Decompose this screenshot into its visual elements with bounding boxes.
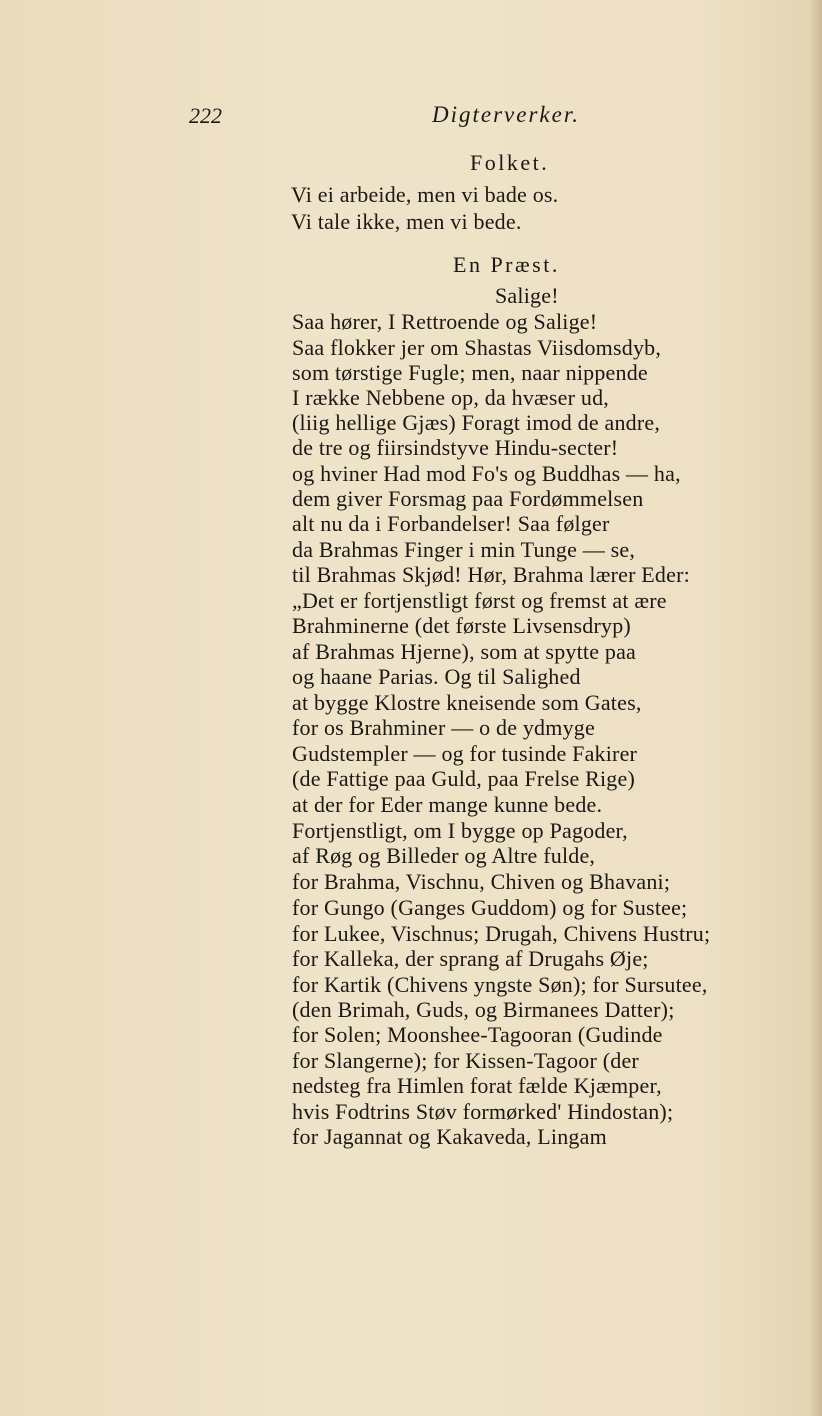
- verse-line: af Røg og Billeder og Altre fulde,: [292, 843, 596, 868]
- verse-line: til Brahmas Skjød! Hør, Brahma lærer Eder:: [292, 562, 690, 587]
- verse-line: (liig hellige Gjæs) Foragt imod de andre,: [292, 410, 661, 435]
- verse-line: de tre og fiirsindstyve Hindu-secter!: [292, 435, 619, 460]
- speaker-label-praest: En Præst.: [453, 252, 560, 277]
- verse-line: for Lukee, Vischnus; Drugah, Chivens Hustru;: [292, 921, 711, 946]
- verse-line: for Kartik (Chivens yngste Søn); for Sursutee,: [292, 972, 708, 997]
- verse-line: I række Nebbene op, da hvæser ud,: [292, 385, 609, 410]
- page-gutter-shadow: [808, 0, 822, 1416]
- verse-line-indented: Salige!: [495, 283, 559, 308]
- verse-line: af Brahmas Hjerne), som at spytte paa: [292, 639, 637, 664]
- page-number: 222: [189, 103, 222, 128]
- verse-line: alt nu da i Forbandelser! Saa følger: [292, 511, 610, 536]
- verse-line: nedsteg fra Himlen forat fælde Kjæmper,: [292, 1073, 662, 1098]
- verse-line: Saa flokker jer om Shastas Viisdomsdyb,: [292, 335, 662, 360]
- speaker-label-folket: Folket.: [470, 150, 550, 175]
- verse-line: Brahminerne (det første Livsensdryp): [292, 613, 631, 638]
- verse-line: for Brahma, Vischnu, Chiven og Bhavani;: [292, 869, 671, 894]
- verse-line: hvis Fodtrins Støv formørked' Hindostan);: [292, 1099, 674, 1124]
- verse-line: at bygge Klostre kneisende som Gates,: [292, 690, 642, 715]
- verse-line: og haane Parias. Og til Salighed: [292, 664, 581, 689]
- verse-line: som tørstige Fugle; men, naar nippende: [292, 360, 648, 385]
- running-title: Digterverker.: [432, 102, 580, 127]
- verse-line: da Brahmas Finger i min Tunge — se,: [292, 537, 636, 562]
- verse-line: for os Brahminer — o de ydmyge: [292, 715, 595, 740]
- verse-line: (den Brimah, Guds, og Birmanees Datter);: [292, 997, 675, 1022]
- verse-line: Gudstempler — og for tusinde Fakirer: [292, 741, 638, 766]
- verse-line: for Kalleka, der sprang af Drugahs Øje;: [292, 946, 649, 971]
- verse-line: at der for Eder mange kunne bede.: [292, 792, 603, 817]
- verse-line: for Jagannat og Kakaveda, Lingam: [292, 1124, 607, 1149]
- verse-line: og hviner Had mod Fo's og Buddhas — ha,: [292, 461, 681, 486]
- verse-line: dem giver Forsmag paa Fordømmelsen: [292, 486, 644, 511]
- verse-line: for Slangerne); for Kissen-Tagoor (der: [292, 1048, 639, 1073]
- verse-line: Saa hører, I Rettroende og Salige!: [292, 309, 598, 334]
- verse-line: Vi ei arbeide, men vi bade os.: [291, 182, 559, 207]
- verse-line: for Gungo (Ganges Guddom) og for Sustee;: [292, 895, 688, 920]
- verse-line: „Det er fortjenstligt først og fremst at ære: [292, 588, 667, 613]
- verse-line: (de Fattige paa Guld, paa Frelse Rige): [292, 766, 635, 791]
- verse-line: Vi tale ikke, men vi bede.: [291, 209, 522, 234]
- verse-line: Fortjenstligt, om I bygge op Pagoder,: [292, 818, 628, 843]
- verse-line: for Solen; Moonshee-Tagooran (Gudinde: [292, 1022, 663, 1047]
